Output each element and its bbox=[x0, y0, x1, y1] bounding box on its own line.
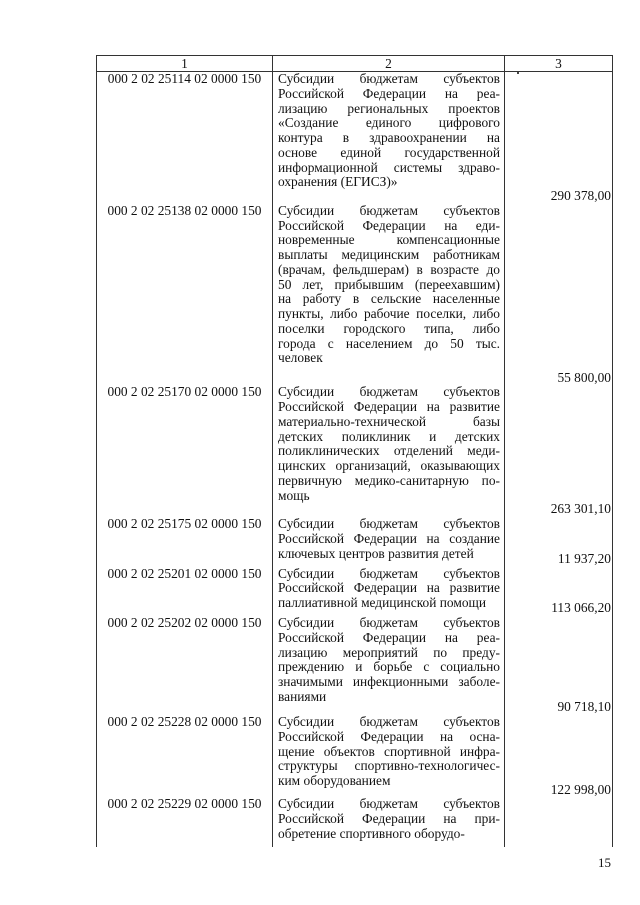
description-line: на работу в сельские населенные bbox=[278, 292, 500, 307]
description-line: щение объектов спортивной инфра- bbox=[278, 744, 500, 759]
description-cell bbox=[273, 385, 505, 517]
description-line: Российской Федерации на при- bbox=[278, 812, 500, 827]
amount-cell: 122 998,00 bbox=[505, 715, 613, 797]
page-number: 15 bbox=[598, 855, 611, 870]
classification-code: 000 2 02 25201 02 0000 150 bbox=[97, 567, 273, 616]
description-line: новременные компенсационные bbox=[278, 233, 500, 248]
description-line: пункты, либо рабочие поселки, либо bbox=[278, 307, 500, 322]
table-row bbox=[97, 517, 613, 566]
description-line: Российской Федерации на реа- bbox=[278, 630, 500, 645]
budget-table bbox=[96, 55, 613, 847]
amount-cell: 11 937,20 bbox=[505, 517, 613, 566]
description-line: материально-технической базы bbox=[278, 414, 500, 429]
description-line: Российской Федерации на еди- bbox=[278, 218, 500, 233]
column-header-2: 2 bbox=[273, 56, 505, 72]
classification-code: 000 2 02 25229 02 0000 150 bbox=[97, 797, 273, 847]
description-cell bbox=[273, 616, 505, 715]
amount-cell: 263 301,10 bbox=[505, 385, 613, 517]
description-line: основе единой государственной bbox=[278, 145, 500, 160]
classification-code: 000 2 02 25114 02 0000 150 bbox=[97, 72, 273, 204]
description-line: Российской Федерации на развитие bbox=[278, 400, 500, 415]
description-cell bbox=[273, 797, 505, 847]
description-line: ключевых центров развития детей bbox=[278, 546, 474, 561]
description-line: охранения (ЕГИСЗ)» bbox=[278, 175, 398, 190]
table-row bbox=[97, 385, 613, 517]
description-line: Российской Федерации на осна- bbox=[278, 729, 500, 744]
description-line: Субсидии бюджетам субъектов bbox=[278, 203, 500, 218]
description-line: контура в здравоохранении на bbox=[278, 131, 500, 145]
description-line: цинских организаций, оказывающих bbox=[278, 459, 500, 474]
description-line: человек bbox=[278, 351, 323, 366]
description-line: ваниями bbox=[278, 689, 327, 704]
description-line: Субсидии бюджетам субъектов bbox=[278, 715, 500, 730]
description-line: Российской Федерации на развитие bbox=[278, 581, 500, 596]
description-line: (врачам, фельдшерам) в возрасте до bbox=[278, 262, 500, 277]
scan-mark bbox=[517, 72, 519, 74]
description-line: лизацию мероприятий по преду- bbox=[278, 645, 500, 660]
description-line: Российской Федерации на реа- bbox=[278, 86, 500, 101]
description-line: 50 лет, прибывшим (переехавшим) bbox=[278, 277, 500, 292]
column-header-1: 1 bbox=[97, 56, 273, 72]
classification-code: 000 2 02 25138 02 0000 150 bbox=[97, 204, 273, 385]
table-row bbox=[97, 567, 613, 616]
description-line: Субсидии бюджетам субъектов bbox=[278, 797, 500, 812]
description-line: «Создание единого цифрового bbox=[278, 116, 500, 131]
table-row bbox=[97, 797, 613, 847]
description-line: Субсидии бюджетам субъектов bbox=[278, 385, 500, 400]
amount-cell: 90 718,10 bbox=[505, 616, 613, 715]
amount-cell bbox=[505, 797, 613, 847]
table-row bbox=[97, 616, 613, 715]
description-cell bbox=[273, 517, 505, 566]
description-line: первичную медико-санитарную по- bbox=[278, 473, 500, 488]
description-line: поликлинических отделений меди- bbox=[278, 444, 500, 459]
description-line: лизацию региональных проектов bbox=[278, 101, 500, 116]
classification-code: 000 2 02 25228 02 0000 150 bbox=[97, 715, 273, 797]
description-cell bbox=[273, 72, 505, 204]
classification-code: 000 2 02 25202 02 0000 150 bbox=[97, 616, 273, 715]
description-line: выплаты медицинским работникам bbox=[278, 248, 500, 263]
description-line: мощь bbox=[278, 488, 310, 503]
description-line: обретение спортивного оборудо- bbox=[278, 826, 465, 841]
description-line: детских поликлиник и детских bbox=[278, 429, 500, 444]
description-line: Субсидии бюджетам субъектов bbox=[278, 517, 500, 532]
table-row bbox=[97, 715, 613, 797]
description-line: ким оборудованием bbox=[278, 774, 391, 789]
description-cell bbox=[273, 204, 505, 385]
description-line: Субсидии бюджетам субъектов bbox=[278, 566, 500, 581]
table-body bbox=[97, 72, 613, 848]
description-cell bbox=[273, 715, 505, 797]
description-line: информационной системы здраво- bbox=[278, 160, 500, 175]
classification-code: 000 2 02 25170 02 0000 150 bbox=[97, 385, 273, 517]
description-line: Российской Федерации на создание bbox=[278, 531, 500, 546]
classification-code: 000 2 02 25175 02 0000 150 bbox=[97, 517, 273, 566]
table-header bbox=[97, 56, 613, 72]
description-line: Субсидии бюджетам субъектов bbox=[278, 72, 500, 86]
amount-cell: 290 378,00 bbox=[505, 72, 613, 204]
table-row bbox=[97, 204, 613, 385]
header-row bbox=[97, 56, 613, 72]
amount-cell: 113 066,20 bbox=[505, 567, 613, 616]
description-line: поселки городского типа, либо bbox=[278, 321, 500, 336]
description-line: Субсидии бюджетам субъектов bbox=[278, 616, 500, 631]
column-header-3: 3 bbox=[505, 56, 613, 72]
amount-cell: 55 800,00 bbox=[505, 204, 613, 385]
description-line: паллиативной медицинской помощи bbox=[278, 596, 487, 611]
description-line: преждению и борьбе с социально bbox=[278, 660, 500, 675]
description-cell bbox=[273, 567, 505, 616]
description-line: города с населением до 50 тыс. bbox=[278, 336, 500, 351]
description-line: значимыми инфекционными заболе- bbox=[278, 675, 500, 690]
description-line: структуры спортивно-технологичес- bbox=[278, 759, 500, 774]
table-row bbox=[97, 72, 613, 204]
